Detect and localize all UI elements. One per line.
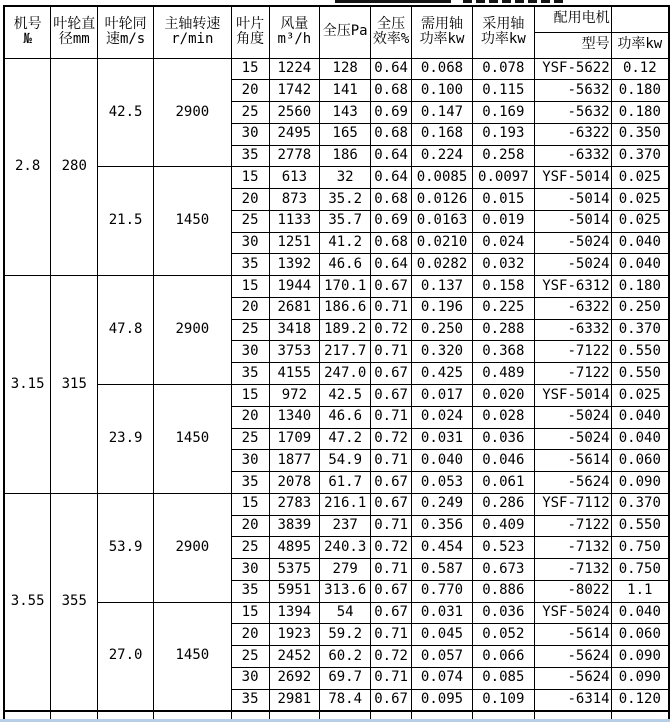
- cell-required-power: 0.137: [412, 276, 473, 298]
- cell-adopted-power: 0.015: [472, 189, 534, 211]
- cell-efficiency: 0.69: [371, 102, 412, 124]
- cell-adopted-power: 0.673: [472, 559, 534, 581]
- header-motor-model: 型号: [534, 32, 611, 58]
- cell-efficiency: 0.64: [371, 167, 412, 189]
- cell-required-power: 0.0163: [412, 210, 473, 232]
- cell-airflow: 1944: [269, 276, 320, 298]
- cell-motor-power: 0.025: [611, 167, 669, 189]
- cell-blade-angle: 20: [231, 624, 269, 646]
- cell-motor-power: 0.025: [611, 384, 669, 406]
- cell-blade-angle: 15: [231, 493, 269, 515]
- header-pressure: 全压Pa: [320, 6, 371, 58]
- cell-pressure: 313.6: [320, 580, 371, 602]
- cell-pressure: 216.1: [320, 493, 371, 515]
- cell-blade-angle: 35: [231, 363, 269, 385]
- cell-motor-power: 0.750: [611, 559, 669, 581]
- cell-efficiency: 0.68: [371, 123, 412, 145]
- cell-machine-no: 3.55: [4, 493, 51, 711]
- cell-efficiency: 0.71: [371, 667, 412, 689]
- cell-motor-model: -6332: [534, 319, 611, 341]
- cell-required-power: 0.017: [412, 384, 473, 406]
- cell-pressure: 35.7: [320, 210, 371, 232]
- cell-efficiency: 0.68: [371, 189, 412, 211]
- cell-adopted-power: 0.489: [472, 363, 534, 385]
- cell-required-power: 0.425: [412, 363, 473, 385]
- cell-adopted-power: 0.523: [472, 537, 534, 559]
- cell-blade-angle: 35: [231, 254, 269, 276]
- cell-motor-power: 0.180: [611, 80, 669, 102]
- cell-motor-model: YSF-5014: [534, 384, 611, 406]
- cell-motor-model: -7122: [534, 341, 611, 363]
- cell-efficiency: 0.67: [371, 602, 412, 624]
- cell-adopted-power: 0.066: [472, 646, 534, 668]
- cell-airflow: 2078: [269, 472, 320, 494]
- cell-pressure: 41.2: [320, 232, 371, 254]
- cell-diameter: 355: [51, 493, 98, 711]
- table-row: [4, 384, 669, 406]
- cell-efficiency: 0.71: [371, 515, 412, 537]
- cell-pressure: 35.2: [320, 189, 371, 211]
- cell-airflow: 2981: [269, 689, 320, 711]
- cell-tip-speed: 21.5: [98, 167, 154, 276]
- cell-pressure: 78.4: [320, 689, 371, 711]
- cell-motor-model: -5024: [534, 254, 611, 276]
- cell-airflow: 3839: [269, 515, 320, 537]
- cell-pressure: 189.2: [320, 319, 371, 341]
- cell-required-power: 0.031: [412, 602, 473, 624]
- cell-pressure: 46.6: [320, 254, 371, 276]
- cell-airflow: 5375: [269, 559, 320, 581]
- cell-adopted-power: 0.024: [472, 232, 534, 254]
- cell-tip-speed: 53.9: [98, 493, 154, 602]
- cell-machine-no: 3.15: [4, 276, 51, 494]
- cell-required-power: 0.320: [412, 341, 473, 363]
- cell-blade-angle: 20: [231, 189, 269, 211]
- cell-shaft-speed: 1450: [154, 167, 232, 276]
- table-row: [4, 493, 669, 515]
- cell-airflow: 3418: [269, 319, 320, 341]
- cell-required-power: 0.196: [412, 297, 473, 319]
- cell-adopted-power: 0.085: [472, 667, 534, 689]
- cell-motor-power: 0.060: [611, 624, 669, 646]
- cell-required-power: 0.040: [412, 450, 473, 472]
- cell-blade-angle: 15: [231, 384, 269, 406]
- cell-blade-angle: 20: [231, 297, 269, 319]
- cell-blade-angle: 30: [231, 559, 269, 581]
- title-underline-segment: [335, 0, 451, 3]
- header-machine-no: 机号 №: [4, 6, 51, 58]
- cell-required-power: 0.587: [412, 559, 473, 581]
- cell-required-power: 0.147: [412, 102, 473, 124]
- cell-adopted-power: 0.052: [472, 624, 534, 646]
- cell-efficiency: 0.67: [371, 276, 412, 298]
- cell-pressure: 60.2: [320, 646, 371, 668]
- cell-blade-angle: 35: [231, 472, 269, 494]
- cell-airflow: 1709: [269, 428, 320, 450]
- cell-blade-angle: 35: [231, 145, 269, 167]
- cell-motor-model: YSF-5622: [534, 58, 611, 80]
- cell-efficiency: 0.72: [371, 319, 412, 341]
- table-row: [4, 276, 669, 298]
- cell-motor-model: -5624: [534, 472, 611, 494]
- header-blade-angle: 叶片 角度: [231, 6, 269, 58]
- cell-motor-power: 0.370: [611, 145, 669, 167]
- cell-motor-model: -6332: [534, 145, 611, 167]
- cell-efficiency: 0.68: [371, 232, 412, 254]
- cell-airflow: 1340: [269, 406, 320, 428]
- cell-adopted-power: 0.0097: [472, 167, 534, 189]
- cell-motor-model: -5024: [534, 428, 611, 450]
- cell-adopted-power: 0.020: [472, 384, 534, 406]
- cell-airflow: 613: [269, 167, 320, 189]
- cell-required-power: 0.100: [412, 80, 473, 102]
- cell-pressure: 69.7: [320, 667, 371, 689]
- cell-blade-angle: 25: [231, 319, 269, 341]
- cell-airflow: 2560: [269, 102, 320, 124]
- cell-required-power: 0.0210: [412, 232, 473, 254]
- header-required-power: 需用轴 功率kw: [412, 6, 473, 58]
- cell-adopted-power: 0.028: [472, 406, 534, 428]
- cell-pressure: 54.9: [320, 450, 371, 472]
- cell-shaft-speed: 2900: [154, 493, 232, 602]
- cell-blade-angle: 15: [231, 276, 269, 298]
- cell-adopted-power: 0.019: [472, 210, 534, 232]
- cell-blade-angle: 25: [231, 646, 269, 668]
- cell-airflow: 972: [269, 384, 320, 406]
- cell-motor-power: 0.350: [611, 123, 669, 145]
- cell-motor-power: 0.550: [611, 341, 669, 363]
- cell-airflow: 5951: [269, 580, 320, 602]
- cell-blade-angle: 30: [231, 123, 269, 145]
- cell-blade-angle: 15: [231, 58, 269, 80]
- cell-required-power: 0.250: [412, 319, 473, 341]
- cell-motor-model: -5014: [534, 210, 611, 232]
- header-motor: 配用电机: [534, 6, 611, 32]
- table-row: [4, 167, 669, 189]
- cell-blade-angle: 25: [231, 102, 269, 124]
- cell-airflow: 3753: [269, 341, 320, 363]
- cell-blade-angle: 15: [231, 167, 269, 189]
- cell-efficiency: 0.67: [371, 472, 412, 494]
- cell-motor-power: 1.1: [611, 580, 669, 602]
- cell-blade-angle: 30: [231, 232, 269, 254]
- cell-adopted-power: 0.193: [472, 123, 534, 145]
- cell-motor-model: -5024: [534, 232, 611, 254]
- cell-required-power: 0.074: [412, 667, 473, 689]
- cell-required-power: 0.024: [412, 406, 473, 428]
- cell-airflow: 2783: [269, 493, 320, 515]
- cell-required-power: 0.249: [412, 493, 473, 515]
- cell-tip-speed: 27.0: [98, 602, 154, 711]
- cell-motor-model: -5624: [534, 646, 611, 668]
- cell-motor-power: 0.550: [611, 363, 669, 385]
- cell-motor-model: -5614: [534, 624, 611, 646]
- cell-efficiency: 0.71: [371, 624, 412, 646]
- cell-efficiency: 0.67: [371, 689, 412, 711]
- cell-motor-model: -8022: [534, 580, 611, 602]
- cell-motor-model: -7132: [534, 559, 611, 581]
- cell-efficiency: 0.71: [371, 341, 412, 363]
- cell-adopted-power: 0.169: [472, 102, 534, 124]
- cell-adopted-power: 0.046: [472, 450, 534, 472]
- header-tip-speed: 叶轮同 速m/s: [98, 6, 154, 58]
- cell-motor-model: -7122: [534, 363, 611, 385]
- cell-pressure: 186.6: [320, 297, 371, 319]
- cell-motor-model: YSF-6312: [534, 276, 611, 298]
- cell-adopted-power: 0.109: [472, 689, 534, 711]
- cell-required-power: 0.168: [412, 123, 473, 145]
- cell-airflow: 4895: [269, 537, 320, 559]
- cell-efficiency: 0.71: [371, 297, 412, 319]
- cell-adopted-power: 0.061: [472, 472, 534, 494]
- cell-motor-power: 0.090: [611, 646, 669, 668]
- cell-required-power: 0.0085: [412, 167, 473, 189]
- cell-pressure: 165: [320, 123, 371, 145]
- cell-required-power: 0.0126: [412, 189, 473, 211]
- cell-motor-power: 0.040: [611, 232, 669, 254]
- fan-spec-table: [3, 5, 670, 722]
- cell-blade-angle: 25: [231, 537, 269, 559]
- cell-tip-speed: 42.5: [98, 58, 154, 167]
- cell-blade-angle: 15: [231, 602, 269, 624]
- cell-efficiency: 0.72: [371, 537, 412, 559]
- cell-adopted-power: 0.368: [472, 341, 534, 363]
- cell-blade-angle: 30: [231, 341, 269, 363]
- cell-airflow: 1742: [269, 80, 320, 102]
- header-diameter: 叶轮直 径mm: [51, 6, 98, 58]
- cell-pressure: 141: [320, 80, 371, 102]
- cell-motor-model: YSF-7112: [534, 493, 611, 515]
- cell-airflow: 4155: [269, 363, 320, 385]
- cell-required-power: 0.095: [412, 689, 473, 711]
- cell-motor-model: -6322: [534, 297, 611, 319]
- cell-shaft-speed: 2900: [154, 276, 232, 385]
- cell-motor-power: 0.040: [611, 602, 669, 624]
- cell-motor-model: -5632: [534, 80, 611, 102]
- cell-blade-angle: 35: [231, 689, 269, 711]
- cell-motor-power: 0.180: [611, 276, 669, 298]
- cell-airflow: 1877: [269, 450, 320, 472]
- cell-tip-speed: 47.8: [98, 276, 154, 385]
- cell-blade-angle: 25: [231, 210, 269, 232]
- cell-diameter: 315: [51, 276, 98, 494]
- header-motor-blank: [611, 6, 669, 32]
- cell-motor-power: 0.370: [611, 493, 669, 515]
- cell-motor-power: 0.370: [611, 319, 669, 341]
- cell-adopted-power: 0.032: [472, 254, 534, 276]
- cell-motor-model: YSF-5014: [534, 167, 611, 189]
- cell-required-power: 0.356: [412, 515, 473, 537]
- cell-motor-power: 0.040: [611, 254, 669, 276]
- cell-adopted-power: 0.286: [472, 493, 534, 515]
- cell-efficiency: 0.71: [371, 559, 412, 581]
- cell-motor-power: 0.550: [611, 515, 669, 537]
- cell-pressure: 279: [320, 559, 371, 581]
- cell-motor-power: 0.750: [611, 537, 669, 559]
- cell-motor-power: 0.120: [611, 689, 669, 711]
- cell-airflow: 1394: [269, 602, 320, 624]
- cell-efficiency: 0.64: [371, 58, 412, 80]
- cell-pressure: 32: [320, 167, 371, 189]
- cell-tip-speed: 23.9: [98, 384, 154, 493]
- cell-motor-model: YSF-5024: [534, 602, 611, 624]
- header-airflow: 风量 m³/h: [269, 6, 320, 58]
- cell-blade-angle: 20: [231, 406, 269, 428]
- cell-required-power: 0.057: [412, 646, 473, 668]
- cell-adopted-power: 0.225: [472, 297, 534, 319]
- cell-adopted-power: 0.886: [472, 580, 534, 602]
- cell-shaft-speed: 1450: [154, 384, 232, 493]
- cell-blade-angle: 30: [231, 667, 269, 689]
- cell-efficiency: 0.68: [371, 80, 412, 102]
- cell-shaft-speed: 1450: [154, 602, 232, 711]
- cell-airflow: 1133: [269, 210, 320, 232]
- cell-required-power: 0.031: [412, 428, 473, 450]
- cell-motor-power: 0.025: [611, 189, 669, 211]
- header-motor-power: 功率kw: [611, 32, 669, 58]
- cell-shaft-speed: 2900: [154, 58, 232, 167]
- cell-efficiency: 0.67: [371, 384, 412, 406]
- cell-adopted-power: 0.409: [472, 515, 534, 537]
- cell-pressure: 42.5: [320, 384, 371, 406]
- cell-pressure: 59.2: [320, 624, 371, 646]
- cell-efficiency: 0.72: [371, 646, 412, 668]
- cell-motor-power: 0.090: [611, 472, 669, 494]
- cell-efficiency: 0.67: [371, 363, 412, 385]
- cell-machine-no: 2.8: [4, 58, 51, 276]
- cell-efficiency: 0.67: [371, 493, 412, 515]
- header-shaft-speed: 主轴转速 r/min: [154, 6, 232, 58]
- cell-airflow: 2692: [269, 667, 320, 689]
- cell-pressure: 143: [320, 102, 371, 124]
- cell-pressure: 61.7: [320, 472, 371, 494]
- cell-motor-model: -6322: [534, 123, 611, 145]
- cell-pressure: 247.0: [320, 363, 371, 385]
- cell-required-power: 0.045: [412, 624, 473, 646]
- cell-adopted-power: 0.288: [472, 319, 534, 341]
- cell-efficiency: 0.64: [371, 254, 412, 276]
- cell-motor-model: -5024: [534, 406, 611, 428]
- cell-airflow: 1392: [269, 254, 320, 276]
- cell-airflow: 1251: [269, 232, 320, 254]
- cell-diameter: 280: [51, 58, 98, 276]
- cell-airflow: 2495: [269, 123, 320, 145]
- cell-motor-power: 0.060: [611, 450, 669, 472]
- cell-motor-model: -7132: [534, 537, 611, 559]
- cell-required-power: 0.454: [412, 537, 473, 559]
- cell-efficiency: 0.71: [371, 450, 412, 472]
- cell-required-power: 0.068: [412, 58, 473, 80]
- cell-adopted-power: 0.036: [472, 602, 534, 624]
- cell-pressure: 47.2: [320, 428, 371, 450]
- cell-motor-model: -5014: [534, 189, 611, 211]
- cell-motor-model: -6314: [534, 689, 611, 711]
- cell-motor-power: 0.090: [611, 667, 669, 689]
- cell-airflow: 1224: [269, 58, 320, 80]
- cell-pressure: 54: [320, 602, 371, 624]
- cell-pressure: 170.1: [320, 276, 371, 298]
- cell-motor-power: 0.250: [611, 297, 669, 319]
- cell-blade-angle: 35: [231, 580, 269, 602]
- cell-required-power: 0.770: [412, 580, 473, 602]
- cell-pressure: 46.6: [320, 406, 371, 428]
- cell-efficiency: 0.72: [371, 428, 412, 450]
- cell-required-power: 0.224: [412, 145, 473, 167]
- cell-required-power: 0.053: [412, 472, 473, 494]
- table-row: [4, 602, 669, 624]
- cell-blade-angle: 25: [231, 428, 269, 450]
- cell-motor-power: 0.040: [611, 428, 669, 450]
- cell-adopted-power: 0.115: [472, 80, 534, 102]
- cell-pressure: 237: [320, 515, 371, 537]
- cell-airflow: 2778: [269, 145, 320, 167]
- cell-motor-model: -5632: [534, 102, 611, 124]
- cell-adopted-power: 0.078: [472, 58, 534, 80]
- cell-pressure: 217.7: [320, 341, 371, 363]
- cell-blade-angle: 20: [231, 80, 269, 102]
- cell-blade-angle: 30: [231, 450, 269, 472]
- cell-efficiency: 0.64: [371, 145, 412, 167]
- cell-blade-angle: 20: [231, 515, 269, 537]
- table-row: [4, 58, 669, 80]
- cell-adopted-power: 0.258: [472, 145, 534, 167]
- cell-airflow: 873: [269, 189, 320, 211]
- cell-pressure: 128: [320, 58, 371, 80]
- cell-motor-model: -5624: [534, 667, 611, 689]
- cell-adopted-power: 0.158: [472, 276, 534, 298]
- cell-motor-power: 0.180: [611, 102, 669, 124]
- cell-efficiency: 0.71: [371, 406, 412, 428]
- cell-adopted-power: 0.036: [472, 428, 534, 450]
- cell-airflow: 1923: [269, 624, 320, 646]
- cell-pressure: 240.3: [320, 537, 371, 559]
- header-adopted-power: 采用轴 功率kw: [472, 6, 534, 58]
- title-underline-segment: [463, 0, 567, 3]
- cell-airflow: 2681: [269, 297, 320, 319]
- header-efficiency: 全压 效率%: [371, 6, 412, 58]
- cell-efficiency: 0.67: [371, 580, 412, 602]
- cell-motor-power: 0.025: [611, 210, 669, 232]
- cell-motor-power: 0.040: [611, 406, 669, 428]
- cell-motor-power: 0.12: [611, 58, 669, 80]
- cell-pressure: 186: [320, 145, 371, 167]
- cell-motor-model: -5614: [534, 450, 611, 472]
- cell-airflow: 2452: [269, 646, 320, 668]
- cell-efficiency: 0.69: [371, 210, 412, 232]
- cell-motor-model: -7122: [534, 515, 611, 537]
- cell-required-power: 0.0282: [412, 254, 473, 276]
